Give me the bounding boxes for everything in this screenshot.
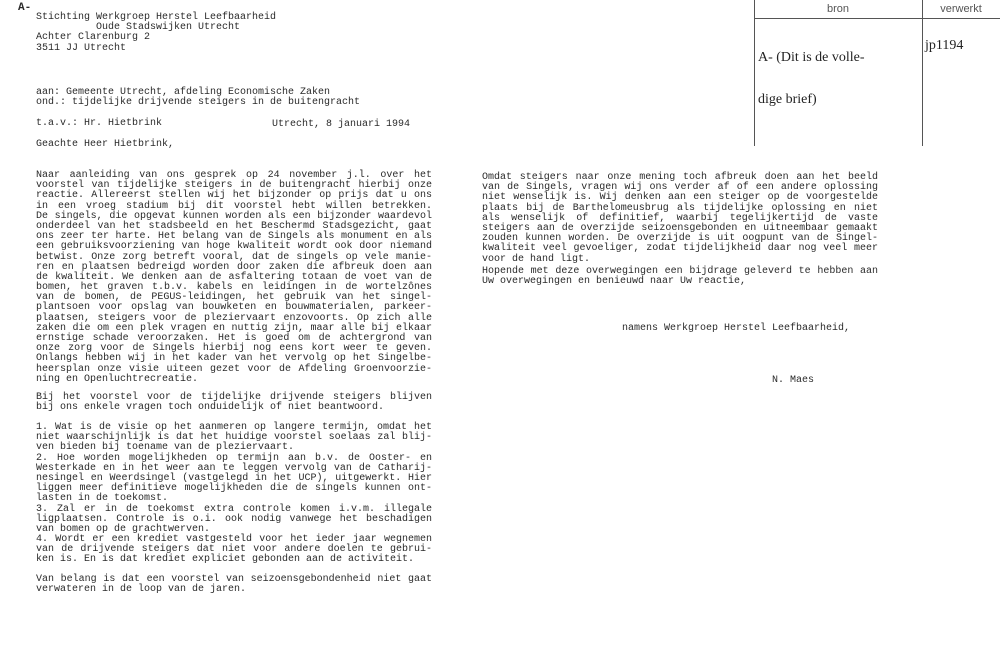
text-line: steigers aan de overzijde seizoensgebonden en uitneembaar gemaakt [482,222,878,234]
text-line: Omdat steigers naar onze mening toch afbreuk doen aan het beeld [482,172,878,183]
text-line: ken is. En is dat krediet expliciet gebonden aan de activiteit. [36,554,415,566]
text-line: niet wenselijk is. Wij denken aan een steiger op de voorgestelde [482,192,878,204]
sender-address [36,13,276,54]
text-line: in een vroeg stadium bij dit voorstel hebt willen betrekken. [36,200,432,212]
letter-date: Utrecht, 8 januari 1994 [272,119,411,130]
text-line: Van belang is dat een voorstel van seizoensgebondenheid niet gaat [36,574,432,585]
bron-note-line: dige brief) [758,92,817,107]
recipient-aan: aan: Gemeente Utrecht, afdeling Economische Zaken [36,87,331,99]
text-line: als wenselijk of definitief, waarbij tegelijkertijd de vaste [482,212,878,224]
text-line: van de bomen, de PEGUS-leidingen, het gebruik van het singel- [36,292,432,304]
text-line: bomen, het graven t.b.v. kabels en leidingen in de wortelzônes [36,282,432,294]
salutation: Geachte Heer Hietbrink, [36,139,175,150]
left-para-3 [36,575,432,595]
text-line: lasten in de toekomst. [36,493,169,505]
text-line: onze zorg voor de Singels hierbij nog eens kort weer te geven. [36,343,432,355]
text-line: De singels, die opgevat kunnen worden als een bijzonder waardevol [36,210,432,222]
text-line: Onlangs hebben wij in het kader van het vervolg op het Singelbe- [36,353,432,365]
text-line: Achter Clarenburg 2 [36,32,151,44]
text-line: 2. Hoe worden mogelijkheden op termijn aan b.v. de Ooster- en [36,452,432,464]
text-line: heersplan onze visie uiteen gezet voor de Afdeling Groenvoorzie- [36,363,432,375]
text-line: 3. Zal er in de toekomst extra controle komen i.v.m. illegale [36,503,432,515]
text-line: reactie. Allereerst stellen wij het bijzonder op prijs dat u ons [36,190,432,202]
right-para-1 [482,173,878,265]
text-line: kwaliteit veel gevoeliger, zodat tijdelijkheid daar nog veel meer [482,243,878,255]
verwerkt-code: jp1194 [925,38,964,53]
text-line: ven bieden bij toename van de pleziervaart. [36,442,295,454]
left-questions [36,423,432,566]
text-line: ons zeer ter harte. Het belang van de Singels als monument en als [36,231,432,243]
text-line: de kwaliteit. We denken aan de asfaltering totaan de voet van de [36,271,432,283]
text-line: Westerkade en in het weer aan te leggen vervolg van de Catharij- [36,462,432,474]
text-line: Uw overwegingen en benieuwd naar Uw reactie, [482,276,747,288]
text-line: 3511 JJ Utrecht [36,42,127,54]
text-line: Hopende met deze overwegingen een bijdrage geleverd te hebben aan [482,266,878,277]
text-line: van bomen op de grachtwerven. [36,523,211,535]
text-line: niet waarschijnlijk is dat het huidige voorstel soelaas zal blij- [36,432,432,444]
text-line: 1. Wat is de visie op het aanmeren op langere termijn, omdat het [36,422,432,433]
text-line: ning en Openluchtrecreatie. [36,373,199,385]
signature-name: N. Maes [772,375,815,386]
text-line: Oude Stadswijken Utrecht [36,22,241,34]
column-header-verwerkt: verwerkt [940,3,982,15]
text-line: 4. Wordt er een krediet vastgesteld voor het ieder jaar wegnemen [36,534,432,546]
text-line: Stichting Werkgroep Herstel Leefbaarheid [36,12,277,23]
text-line: plaatsen, steigers voor de pleziervaart enzovoorts. Op zich alle [36,312,432,324]
page-marker: A- [18,2,32,14]
text-line: liggen meer definitieve mogelijkheden die de singels kunnen ont- [36,483,432,495]
text-line: ernstige schade veroorzaken. Het is goed om de achtergrond van [36,333,432,344]
text-line: van de Singels, vragen wij ons verder af of een andere oplossing [482,182,878,194]
text-line: van de drijvende steigers dat niet voor andere doelen te gebrui- [36,544,432,556]
text-line: Bij het voorstel voor de tijdelijke drijvende steigers blijven [36,392,432,403]
right-para-2 [482,267,878,287]
recipient-tav: t.a.v.: Hr. Hietbrink [36,118,163,129]
text-line: Naar aanleiding van ons gesprek op 24 november j.l. over het [36,170,432,181]
left-para-2 [36,393,432,413]
text-line: zaken die om een plek vragen en nuttig zijn, maar alle bij elkaar [36,322,432,334]
bron-note-line: A- (Dit is de volle- [758,50,865,65]
subject-line: ond.: tijdelijke drijvende steigers in de buitengracht [36,97,361,108]
text-line: voor de hand ligt. [482,253,591,265]
column-header-bron: bron [826,3,850,15]
text-line: verwateren in de loop van de jaren. [36,584,247,596]
closing: namens Werkgroep Herstel Leefbaarheid, [622,323,851,334]
archive-box [754,0,1000,146]
text-line: onderdeel van het stadsbeeld en het Beschermd Stadsgezicht, gaat [36,220,432,232]
text-line: een gebruiksvoorziening van hoge kwaliteit wordt ook door niemand [36,241,432,253]
left-para-1 [36,171,432,385]
bron-note [758,23,865,135]
text-line: ren en plaatsen bedreigd worden door zaken die afbreuk doen aan [36,261,432,273]
text-line: zouden kunnen worden. De overzijde is uit oogpunt van de Singel- [482,233,878,245]
text-line: betwist. Onze zorg betreft vooral, dat de singels op vele manie- [36,251,432,263]
text-line: plantsoen voor opslag van bouwketen en bouwmaterialen, parkeer- [36,302,432,314]
text-line: ligplaatsen. Controle is o.i. ook nodig vanwege het beschadigen [36,513,432,525]
text-line: nesingel en Weerdsingel (vastgelegd in het UCP), uitgewerkt. Hier [36,472,432,484]
text-line: voorstel van tijdelijke steigers in de buitengracht hierbij onze [36,180,432,192]
text-line: plaats bij de Barthelomeusbrug als tijdelijke oplossing en niet [482,202,878,214]
text-line: bij ons enkele vragen toch onduidelijk of niet beantwoord. [36,402,385,414]
